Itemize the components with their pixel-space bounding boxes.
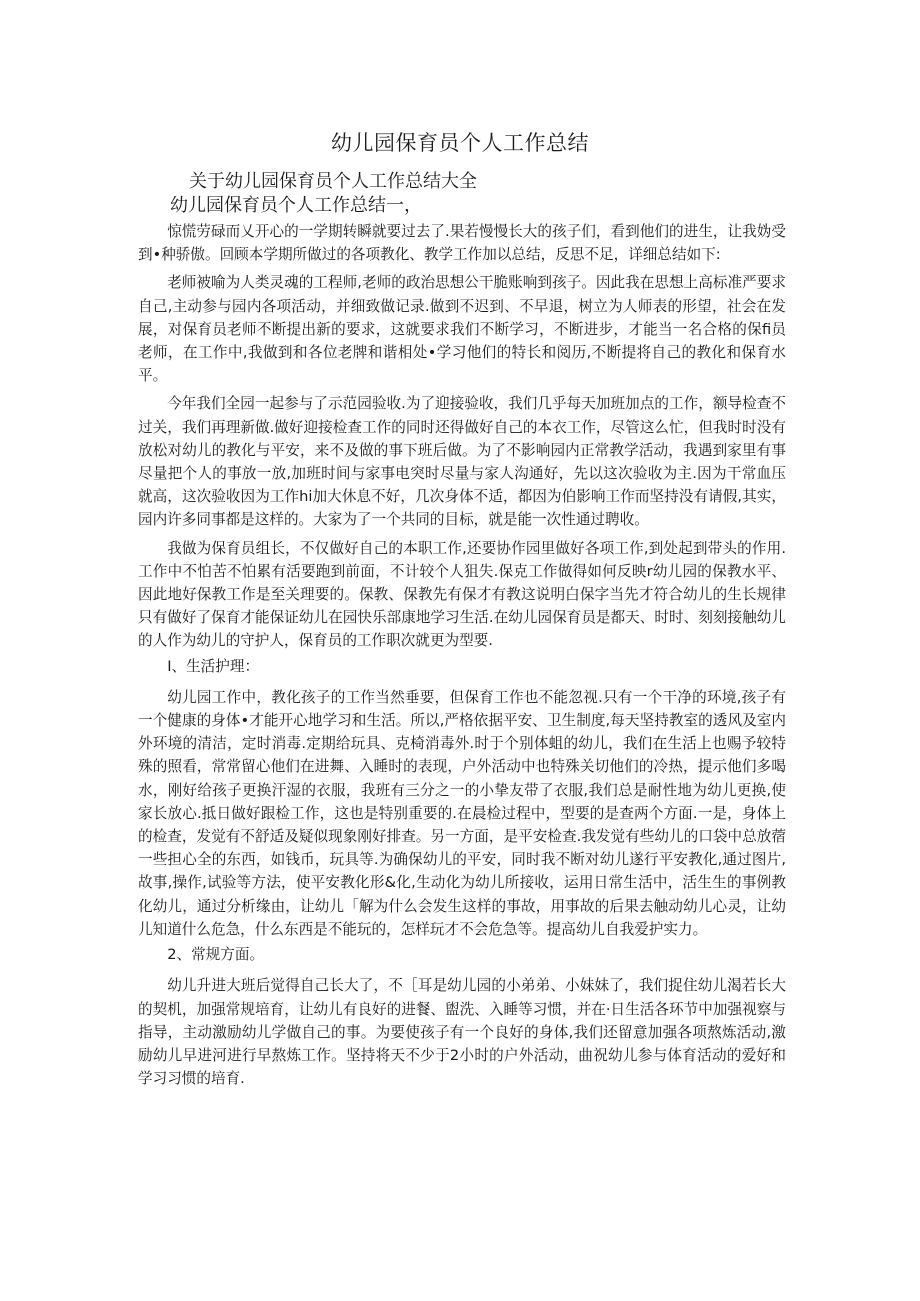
paragraph-life-care: 幼儿园工作中，教化孩子的工作当然垂要，但保育工作也不能忽视.只有一个干净的环境,孩子有一个健康的身体•才能开心地学习和生活。所以,严格依据平安、卫生制度,每天坚持教室的透风及室内外环境的清洁，定时消毒.定期给玩具、克椅消毒外.时于个别体蛆的幼儿，我们在生活上也赐予较特殊的照看，常常留心他们在进舞、入睡时的表现，户外活动中也特殊关切他们的冷热，提示他们多喝水，刚好给孩子更换汗湿的衣服，我班有三分之一的小挚友带了衣服,我们总是耐性地为幼儿更换,使家长放心.抵日做好跟检工作，这也是特别重要的.在晨检过程中，型要的是查两个方面.一是，身体上的检查，发觉有不舒适及疑似现象刚好排查。另一方面，是平安检查.我发觉有些幼儿的口袋中总放蓿一些担心全的东西，如钱币，玩具等.为确保幼儿的平安，同时我不断对幼儿遂行平安教化,通过图片,故事,操作,试验等方法，使平安教化形&化,生动化为幼儿所接收，运用日常生活中，活生生的事例教化幼儿，通过分析缘由，让幼儿「解为什么会发生这样的事故，用事故的后果去触动幼儿心灵，让幼儿知道什么危急，什么东西是不能玩的，怎样玩才不会危急等。提高幼儿自我爱护实力。: [138, 688, 786, 938]
subheading-routine: 2、常规方面。: [167, 946, 265, 964]
document-body: [138, 220, 786, 1090]
paragraph-inspection: 今年我们全园一起参与了示范园验收.为了迎接验收，我们几乎每天加班加点的工作，额导检查不过关，我们再理新做.做好迎接检查工作的同时还得做好自己的本衣工作，尽管这么忙，但我时时没有放松对幼儿的教化与平安，来不及做的事下班后做。为了不影响园内正常教学活动，我遇到家里有事尽量把个人的事放一放,加班时间与家事电突时尽量与家人沟通好，先以这次验收为主.因为干常血压就高，这次验收因为工作hi加大休息不好，几次身体不适，都因为伯影响工作而坚持没有请假,其实，园内许多同事都是这样的。大家为了一个共同的目标，就是能一次性通过聘收。: [138, 395, 786, 529]
paragraph-team-lead: 我做为保育员组长，不仅做好自己的本职工作,还要协作园里做好各项工作,到处起到带头的作用.工作中不怕苦不怕累有活要跑到前面，不计较个人狙失.保克工作做得如何反映r幼儿园的保教水平、因此地好保教工作是至关理要的。保教、保教先有保才有教这说明白保字当先才符合幼儿的生长规律只有做好了保育才能保证幼儿在园快乐部康地学习生活.在幼儿园保育员是都天、时时、刻刻接触幼儿的人作为幼儿的守护人，保育员的工作职次就更为型要.: [138, 539, 786, 650]
paragraph-intro: 惊慌劳碌而乂开心的一学期转瞬就要过去了.果若慢慢长大的孩子们，看到他们的进生，让我妫受到•种骄傲。回顾本学期所做过的各项教化、教学工作加以总结，反思不足，详细总结如下:: [138, 223, 786, 264]
document-title: 幼儿园保育员个人工作总结: [331, 131, 589, 155]
subheading-life-care: I、生活护理：: [167, 657, 260, 675]
paragraph-thought: 老师被喻为人类灵魂的工程师,老师的政治思想公干脆账响到孩子。因此我在思想上高标准严要求自己,主动参与园内各项活动，并细致做记录.做到不迟到、不早退，树立为人师表的形望，社会在发展，对保育员老师不断提出新的要求，这就要求我们不断学习，不断进步，才能当一名合格的保fi员老师，在工作中,我做到和各位老牌和谐相处•学习他们的特长和阅历,不断提将自己的教化和保育水平。: [138, 274, 786, 385]
paragraph-routine: 幼儿升进大班后觉得自己长大了，不［耳是幼儿园的小弟弟、小妹妹了，我们捉住幼儿渴若长大的契机，加强常规培育，让幼儿有良好的进餐、盥洗、入睡等习惯，并在·日生活各环节中加强视察与指导，主动激励幼儿学做自己的事。为要使孩子有一个良好的身体,我们还留意加强各项熬炼活动,激励幼儿早进河进行早熬炼工作。坚持将天不少于2小时的户外活动，曲祝幼儿参与体育活动的爱好和学习习惯的培育.: [138, 977, 786, 1088]
document-subtitle: 关于幼儿园保育员个人工作总结大全: [189, 171, 477, 192]
section-heading: 幼儿园保育员个人工作总结一，: [170, 195, 422, 216]
